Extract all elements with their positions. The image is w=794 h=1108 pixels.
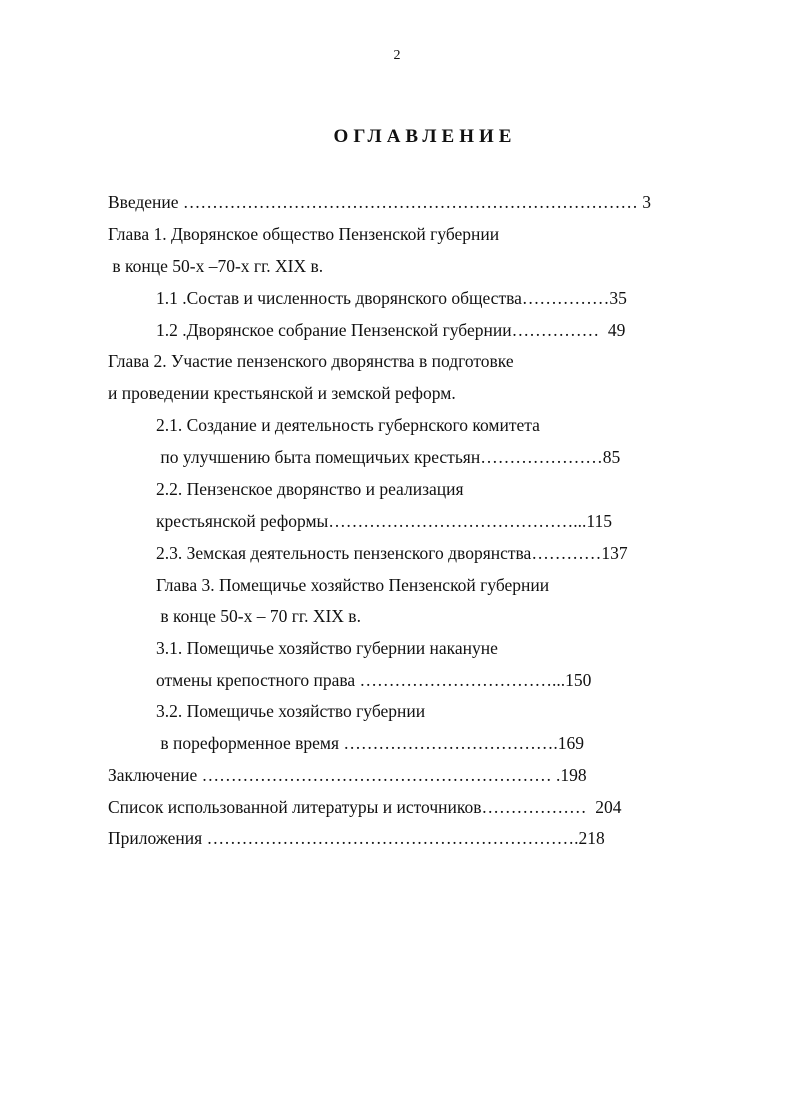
toc-entry-3-2-cont: в пореформенное время ……………………………….169 [156, 733, 585, 753]
toc-entry-2-2: 2.2. Пензенское дворянство и реализация [156, 479, 464, 499]
toc-entry-chapter-1: Глава 1. Дворянское общество Пензенской губернии [108, 224, 500, 244]
toc-entry-introduction: Введение …………………………………………………………………… 3 [108, 192, 652, 212]
toc-entry-2-1: 2.1. Создание и деятельность губернского комитета [156, 415, 540, 435]
toc-entry-2-2-cont: крестьянской реформы……………………………………...115 [156, 511, 612, 531]
toc-entry-chapter-2-cont: и проведении крестьянской и земской реформ. [108, 383, 456, 403]
page-title: ОГЛАВЛЕНИЕ [333, 126, 517, 147]
toc-entry-1-1: 1.1 .Состав и численность дворянского общества……………35 [156, 288, 627, 308]
toc-entry-3-1-cont: отмены крепостного права ……………………………...150 [156, 670, 592, 690]
page-number: 2 [393, 48, 401, 63]
toc-entry-3-1: 3.1. Помещичье хозяйство губернии накануне [156, 638, 498, 658]
toc-entry-3-2: 3.2. Помещичье хозяйство губернии [156, 701, 426, 721]
toc-entry-1-2: 1.2 .Дворянское собрание Пензенской губернии…………… 49 [156, 320, 626, 340]
toc-entry-conclusion: Заключение …………………………………………………… .198 [108, 765, 587, 785]
toc-entry-bibliography: Список использованной литературы и источников……………… 204 [108, 797, 622, 817]
toc-entry-2-3: 2.3. Земская деятельность пензенского дворянства…………137 [156, 543, 628, 563]
toc-entry-chapter-1-cont: в конце 50-х –70-х гг. XIX в. [108, 256, 324, 276]
toc-entry-2-1-cont: по улучшению быта помещичьих крестьян…………………85 [156, 447, 621, 467]
toc-entry-appendices: Приложения ……………………………………………………….218 [108, 828, 605, 848]
toc-entry-chapter-3-cont: в конце 50-х – 70 гг. XIX в. [156, 606, 361, 626]
toc-entry-chapter-3: Глава 3. Помещичье хозяйство Пензенской губернии [156, 575, 550, 595]
toc-entry-chapter-2: Глава 2. Участие пензенского дворянства в подготовке [108, 351, 514, 371]
